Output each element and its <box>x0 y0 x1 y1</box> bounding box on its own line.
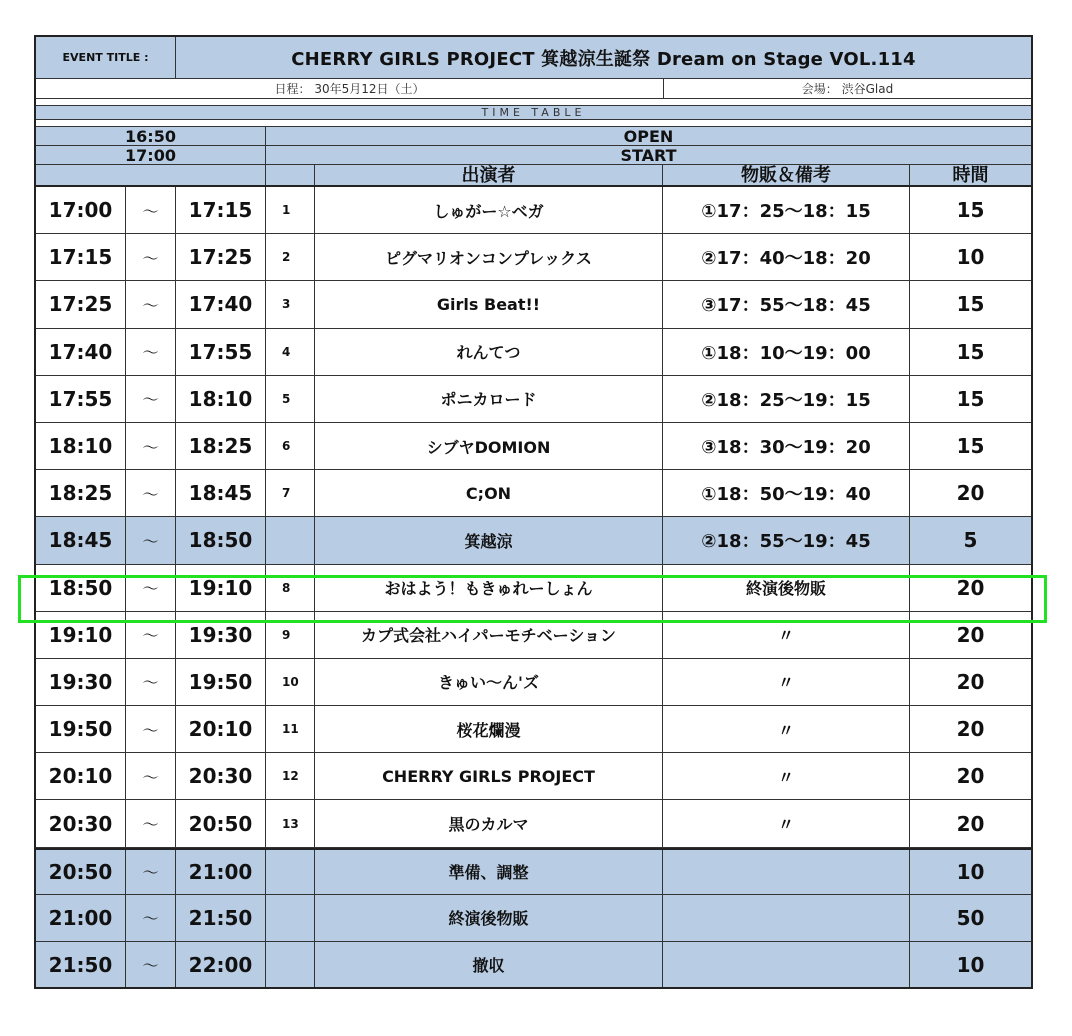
duration-minutes: 20 <box>909 470 1031 516</box>
start-time: 20:10 <box>48 764 113 789</box>
time-separator: ～ <box>125 281 175 327</box>
duration-minutes: 10 <box>909 942 1031 987</box>
duration-minutes: 20 <box>909 753 1031 799</box>
duration-minutes: 20 <box>909 565 1031 611</box>
performer-name: ピグマリオンコンプレックス <box>314 234 662 280</box>
header-minutes: 時間 <box>909 165 1031 185</box>
table-row <box>36 848 1031 895</box>
performer-name: 黒のカルマ <box>314 800 662 846</box>
open-row <box>36 127 1031 146</box>
start-time: 17:40 <box>48 339 113 364</box>
time-separator: ～ <box>125 517 175 563</box>
performer-name: 撤収 <box>314 942 662 987</box>
performer-name: 終演後物販 <box>314 895 662 941</box>
end-time: 21:00 <box>175 850 265 894</box>
start-label: START <box>265 146 1031 164</box>
end-time: 18:50 <box>175 517 265 563</box>
performer-name: 桜花爛漫 <box>314 706 662 752</box>
duration-minutes: 50 <box>909 895 1031 941</box>
schedule-rows <box>36 187 1031 989</box>
performer-name: ポニカロード <box>314 376 662 422</box>
table-row <box>36 470 1031 517</box>
merch-note: ①17：25～18：15 <box>662 187 909 233</box>
performer-number: 5 <box>265 376 314 422</box>
end-time: 18:10 <box>175 376 265 422</box>
duration-minutes: 20 <box>909 612 1031 658</box>
header-no-blank <box>265 165 314 185</box>
performer-number <box>265 895 314 941</box>
performer-number: 11 <box>265 706 314 752</box>
performer-name: CHERRY GIRLS PROJECT <box>314 753 662 799</box>
performer-name: きゅい～ん'ズ <box>314 659 662 705</box>
performer-number <box>265 517 314 563</box>
open-time: 16:50 <box>125 127 176 145</box>
timetable-sheet <box>34 35 1033 989</box>
time-separator: ～ <box>125 329 175 375</box>
event-info-row <box>36 79 1031 99</box>
performer-number <box>265 942 314 987</box>
table-row <box>36 329 1031 376</box>
duration-minutes: 5 <box>909 517 1031 563</box>
merch-note: ③17：55～18：45 <box>662 281 909 327</box>
performer-number: 7 <box>265 470 314 516</box>
event-title-row <box>36 37 1031 79</box>
performer-number: 13 <box>265 800 314 846</box>
timetable-label-row <box>36 106 1031 120</box>
timetable-label: TIME TABLE <box>481 106 586 119</box>
open-label: OPEN <box>265 127 1031 145</box>
end-time: 18:45 <box>175 470 265 516</box>
table-row <box>36 706 1031 753</box>
performer-name: カプ式会社ハイパーモチベーション <box>314 612 662 658</box>
performer-number: 3 <box>265 281 314 327</box>
duration-minutes: 15 <box>909 281 1031 327</box>
duration-minutes: 15 <box>909 423 1031 469</box>
start-time: 21:50 <box>48 952 113 977</box>
time-separator: ～ <box>125 423 175 469</box>
duration-minutes: 20 <box>909 800 1031 846</box>
duration-minutes: 15 <box>909 329 1031 375</box>
performer-name: 箕越涼 <box>314 517 662 563</box>
merch-note: ③18：30～19：20 <box>662 423 909 469</box>
merch-note: ②18：25～19：15 <box>662 376 909 422</box>
performer-name: しゅがー☆ベガ <box>314 187 662 233</box>
merch-note: ①18：10～19：00 <box>662 329 909 375</box>
merch-note: 〃 <box>662 612 909 658</box>
end-time: 19:10 <box>175 565 265 611</box>
merch-note: ②18：55～19：45 <box>662 517 909 563</box>
duration-minutes: 15 <box>909 376 1031 422</box>
table-row <box>36 895 1031 942</box>
merch-note: 〃 <box>662 659 909 705</box>
table-row <box>36 376 1031 423</box>
start-time: 18:45 <box>48 528 113 553</box>
start-time: 17:25 <box>48 292 113 317</box>
merch-note: ①18：50～19：40 <box>662 470 909 516</box>
time-separator: ～ <box>125 659 175 705</box>
divider <box>36 120 1031 127</box>
end-time: 17:15 <box>175 187 265 233</box>
duration-minutes: 15 <box>909 187 1031 233</box>
merch-note <box>662 895 909 941</box>
start-time: 20:50 <box>48 859 113 884</box>
start-time: 18:50 <box>48 575 113 600</box>
table-row <box>36 423 1031 470</box>
performer-number: 12 <box>265 753 314 799</box>
start-time: 18:10 <box>48 434 113 459</box>
start-time: 19:50 <box>48 717 113 742</box>
time-separator: ～ <box>125 706 175 752</box>
time-separator: ～ <box>125 800 175 846</box>
header-performer: 出演者 <box>314 165 662 185</box>
end-time: 20:30 <box>175 753 265 799</box>
merch-note: 〃 <box>662 753 909 799</box>
header-row <box>36 165 1031 187</box>
performer-number <box>265 850 314 894</box>
header-merch: 物販＆備考 <box>662 165 909 185</box>
start-time: 18:25 <box>48 481 113 506</box>
time-separator: ～ <box>125 942 175 987</box>
time-separator: ～ <box>125 850 175 894</box>
start-time: 17:15 <box>48 245 113 270</box>
time-separator: ～ <box>125 234 175 280</box>
table-row <box>36 612 1031 659</box>
time-separator: ～ <box>125 565 175 611</box>
start-time: 17:00 <box>125 146 176 164</box>
merch-note: 〃 <box>662 800 909 846</box>
table-row <box>36 659 1031 706</box>
merch-note <box>662 942 909 987</box>
merch-note: ②17：40～18：20 <box>662 234 909 280</box>
divider <box>36 99 1031 106</box>
table-row <box>36 942 1031 989</box>
performer-number: 2 <box>265 234 314 280</box>
duration-minutes: 20 <box>909 659 1031 705</box>
performer-name: 準備、調整 <box>314 850 662 894</box>
table-row <box>36 187 1031 234</box>
start-row <box>36 146 1031 165</box>
table-row <box>36 517 1031 564</box>
start-time: 21:00 <box>48 905 113 930</box>
end-time: 17:40 <box>175 281 265 327</box>
time-separator: ～ <box>125 187 175 233</box>
performer-number: 8 <box>265 565 314 611</box>
performer-name: おはよう！もきゅれーしょん <box>314 565 662 611</box>
event-title-label: EVENT TITLE : <box>36 37 175 78</box>
header-time-blank <box>36 165 265 185</box>
end-time: 18:25 <box>175 423 265 469</box>
performer-number: 9 <box>265 612 314 658</box>
end-time: 22:00 <box>175 942 265 987</box>
event-date: 日程： 30年5月12日（土） <box>274 82 425 96</box>
time-separator: ～ <box>125 753 175 799</box>
duration-minutes: 20 <box>909 706 1031 752</box>
end-time: 21:50 <box>175 895 265 941</box>
end-time: 17:25 <box>175 234 265 280</box>
end-time: 20:50 <box>175 800 265 846</box>
time-separator: ～ <box>125 376 175 422</box>
performer-number: 6 <box>265 423 314 469</box>
table-row <box>36 565 1031 612</box>
merch-note: 〃 <box>662 706 909 752</box>
performer-name: C;ON <box>314 470 662 516</box>
performer-number: 10 <box>265 659 314 705</box>
duration-minutes: 10 <box>909 234 1031 280</box>
event-venue: 会場： 渋谷Glad <box>663 79 1031 98</box>
end-time: 20:10 <box>175 706 265 752</box>
start-time: 20:30 <box>48 811 113 836</box>
table-row <box>36 234 1031 281</box>
performer-name: シブヤDOMION <box>314 423 662 469</box>
time-separator: ～ <box>125 612 175 658</box>
performer-number: 1 <box>265 187 314 233</box>
end-time: 19:50 <box>175 659 265 705</box>
table-row <box>36 753 1031 800</box>
performer-number: 4 <box>265 329 314 375</box>
merch-note: 終演後物販 <box>662 565 909 611</box>
event-title: CHERRY GIRLS PROJECT 箕越涼生誕祭 Dream on Stage VOL.114 <box>175 37 1031 78</box>
duration-minutes: 10 <box>909 850 1031 894</box>
start-time: 19:30 <box>48 669 113 694</box>
performer-name: れんてつ <box>314 329 662 375</box>
start-time: 19:10 <box>48 622 113 647</box>
time-separator: ～ <box>125 470 175 516</box>
start-time: 17:55 <box>48 386 113 411</box>
performer-name: Girls Beat!! <box>314 281 662 327</box>
time-separator: ～ <box>125 895 175 941</box>
end-time: 17:55 <box>175 329 265 375</box>
end-time: 19:30 <box>175 612 265 658</box>
merch-note <box>662 850 909 894</box>
table-row <box>36 281 1031 328</box>
table-row <box>36 800 1031 847</box>
start-time: 17:00 <box>48 198 113 223</box>
